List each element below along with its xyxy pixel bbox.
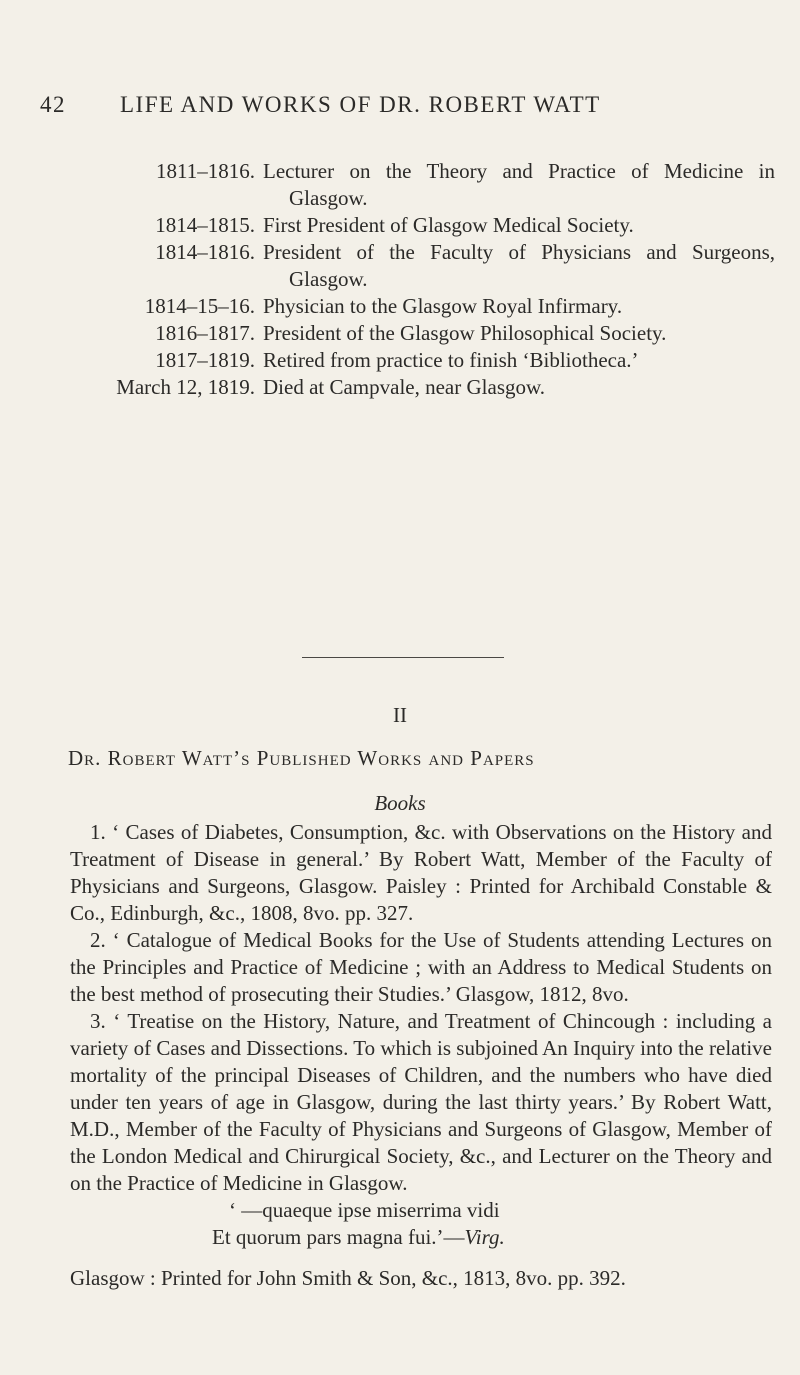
imprint-line: Glasgow : Printed for John Smith & Son, &c., 1813, 8vo. pp. 392. [70, 1266, 626, 1290]
chronology-date: 1816–1817. [155, 321, 255, 345]
quote-line: ‘ —quaeque ipse miserrima vidi [229, 1198, 500, 1222]
chronology-entry [95, 320, 775, 347]
chronology-description: Physician to the Glasgow Royal Infirmary. [263, 294, 623, 318]
chronology-entry [95, 374, 775, 401]
chronology-description: Died at Campvale, near Glasgow. [263, 375, 546, 399]
chronology-entry [95, 293, 775, 320]
section-number: II [393, 703, 407, 727]
running-head [40, 92, 760, 122]
chronology-date: March 12, 1819. [116, 375, 255, 399]
chronology-description: President of the Faculty of Physicians and Surgeons, Glasgow. [263, 240, 775, 291]
chronology-list [95, 158, 775, 401]
section-divider [302, 657, 504, 658]
chronology-description: Lecturer on the Theory and Practice of Medicine in Glasgow. [263, 159, 775, 210]
chronology-entry [95, 158, 775, 212]
page-number: 42 [40, 92, 66, 117]
bibliography-entry: 2. ‘ Catalogue of Medical Books for the Use of Students attending Lectures on the Principles and Practice of Medicine ; with an Address to Medical Students on the best method of prosecuting their Studies.’ Glasgow, 1812, 8vo. [70, 928, 772, 1006]
chronology-description: Retired from practice to finish ‘Bibliotheca.’ [263, 348, 639, 372]
bibliography-entry: 1. ‘ Cases of Diabetes, Consumption, &c. with Observations on the History and Treatment of Disease in general.’ By Robert Watt, Member of the Faculty of Physicians and Surgeons, Glasgow. Paisley : Printed for Archibald Constable & Co., Edinburgh, &c., 1808, 8vo. pp. 327. [70, 820, 772, 925]
chronology-date: 1814–1815. [155, 213, 255, 237]
chronology-entry [95, 212, 775, 239]
chronology-date: 1814–15–16. [144, 294, 255, 318]
quote-attribution: Virg. [464, 1225, 505, 1249]
chronology-date: 1814–1816. [155, 240, 255, 264]
chronology-entry [95, 347, 775, 374]
subsection-title: Books [374, 791, 426, 815]
chronology-entry [95, 239, 775, 293]
quote-text: Et quorum pars magna fui.’— [212, 1225, 465, 1249]
bibliography-entries [70, 819, 772, 1292]
chronology-date: 1817–1819. [155, 348, 255, 372]
section-title: Dr. Robert Watt’s Published Works and Papers [68, 746, 535, 770]
running-title: LIFE AND WORKS OF DR. ROBERT WATT [120, 92, 601, 117]
quote-line [70, 1224, 772, 1251]
bibliography-entry: 3. ‘ Treatise on the History, Nature, and Treatment of Chincough : including a variety of Cases and Dissections. To which is subjoined An Inquiry into the relative mortality of the principal Diseases of Children, and the numbers who have died under ten years of age in Glasgow, during the last thirty years.’ By Robert Watt, M.D., Member of the Faculty of Physicians and Surgeons of Glasgow, Member of the London Medical and Chirurgical Society, &c., and Lecturer on the Theory and on the Practice of Medicine in Glasgow. [70, 1009, 772, 1195]
chronology-description: First President of Glasgow Medical Society. [263, 213, 634, 237]
chronology-date: 1811–1816. [156, 159, 255, 183]
epigraph-quote [70, 1197, 772, 1251]
chronology-description: President of the Glasgow Philosophical Society. [263, 321, 667, 345]
